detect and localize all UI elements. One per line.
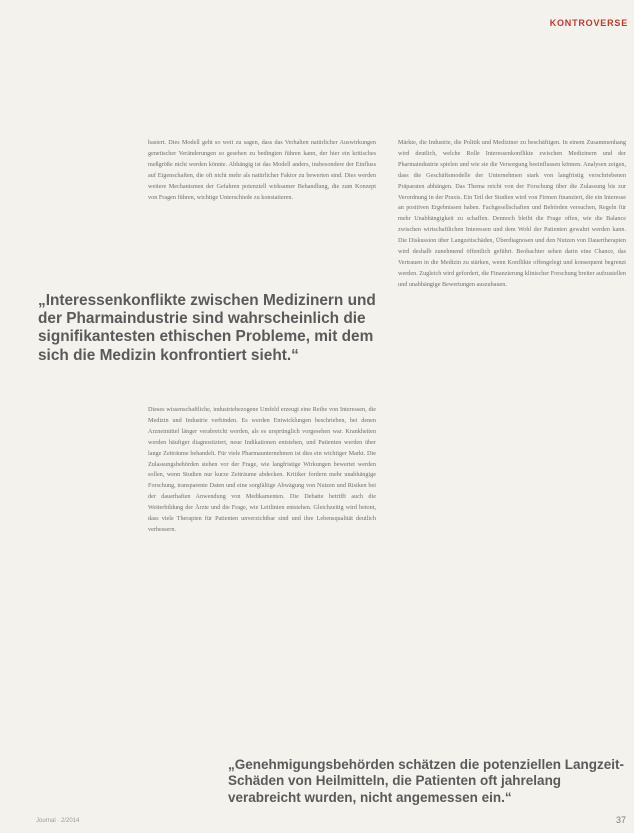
body-text-column-left-top: basiert. Dies Modell geht so weit zu sagen, dass das Verhalten natürlicher Auswirkungen genetischer Veränderungen so gesehen zu bedingten führen kann, der hier ein kritisches meßgröße nicht werden könnte. Abhängig ist das Modell anders, insbesondere der Einfluss auf Eigenschaften, die oft nicht mehr als natürlicher Faktor zu bewerten sind. Dies werden weitere Mechanismen der Gefahren potenziell wirksamer Behandlung, die zum Konzept von Fragen führen, wichtige Unterschiede zu konstatieren. — [148, 139, 376, 201]
pull-quote-genehmigungsbehoerden: „Genehmigungsbehörden schätzen die potenziellen Langzeit-Schäden von Heilmitteln, die Patienten oft jahrelang verabreicht wurden, nicht angemessen ein.“ — [228, 757, 625, 805]
footer-issue: Journal · 2/2014 — [36, 818, 80, 824]
page-number: 37 — [615, 815, 626, 825]
body-text-column-right: Märkte, die Industrie, die Politik und Mediziner zu beschäftigen. In einem Zusammenhang wird deutlich, welche Rolle Interessenkonflikte zwischen Medizinern und der Pharmaindustrie spielen und wie sie die Versorgung beeinflussen können. Analysen zeigen, dass die Geschäftsmodelle der Unternehmen stark von langfristig verschriebenen Präparaten abhängen. Das Thema reicht von der Forschung über die Zulassung bis zur Verordnung in der Praxis. Ein Teil der Studien wird von Firmen finanziert, die ein Interesse an positiven Ergebnissen haben. Fachgesellschaften und Behörden versuchen, Regeln für mehr Unabhängigkeit zu schaffen. Dennoch bleibt die Frage offen, wie die Balance zwischen wirtschaftlichen Interessen und dem Wohl der Patienten gewahrt werden kann. Die Diskussion über Langzeitschäden, Überdiagnosen und den Nutzen von Dauertherapien wird deshalb zunehmend öffentlich geführt. Beobachter sehen darin eine Chance, das Vertrauen in die Medizin zu stärken, wenn Konflikte offengelegt und konsequent begrenzt werden. Zugleich wird gefordert, die Finanzierung klinischer Forschung breiter aufzustellen und unabhängige Bewertungen auszubauen. — [398, 139, 626, 288]
body-text-column-left-bottom: Dieses wissenschaftliche, industriebezogene Umfeld erzeugt eine Reihe von Interessen, die Medizin und Industrie verbinden. Es werden Entwicklungen beschrieben, bei denen Arzneimittel länger verabreicht werden, als es ursprünglich vorgesehen war. Krankheiten werden häufiger diagnostiziert, neue Indikationen entstehen, und Patienten werden über lange Zeiträume behandelt. Für viele Pharmaunternehmen ist dies ein wichtiger Markt. Die Zulassungsbehörden stehen vor der Frage, wie langfristige Wirkungen bewertet werden sollen, wenn Studien nur kurze Zeiträume abdecken. Kritiker fordern mehr unabhängige Forschung, transparente Daten und eine sorgfältige Abwägung von Nutzen und Risiken bei der dauerhaften Anwendung von Medikamenten. Die Debatte betrifft auch die Weiterbildung der Ärzte und die Frage, wie Leitlinien entstehen. Gleichzeitig wird betont, dass viele Therapien für Patienten unverzichtbar sind und ihre Lebensqualität deutlich verbessern. — [148, 406, 376, 533]
pull-quote-interessenkonflikte: „Interessenkonflikte zwischen Medizinern und der Pharmaindustrie sind wahrscheinlich die signifikantesten ethischen Probleme, mit dem sich die Medizin konfrontiert sieht.“ — [38, 292, 376, 364]
section-label: KONTROVERSE — [549, 18, 628, 28]
